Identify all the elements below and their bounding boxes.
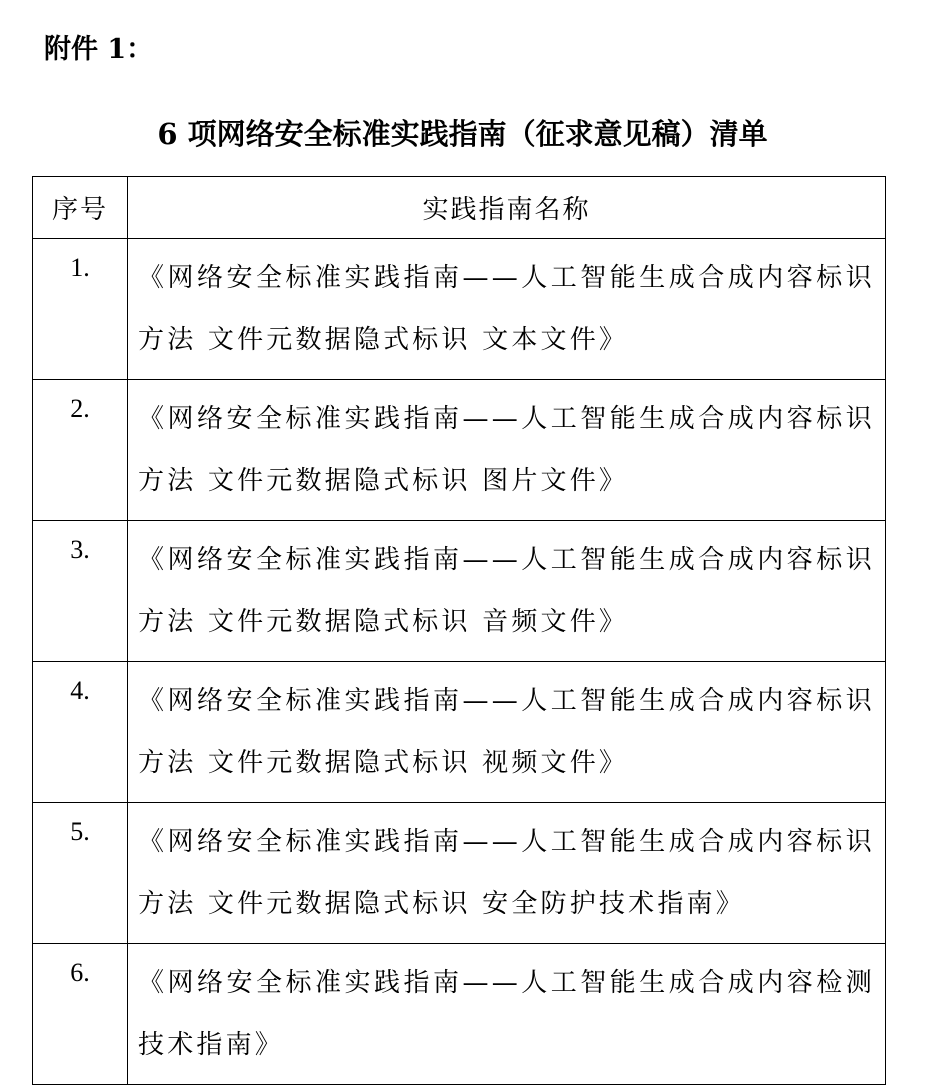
attachment-label: 附件 1： [44, 34, 154, 65]
row-number: 3. [33, 521, 128, 662]
table-row [33, 944, 886, 1085]
row-guide-name: 《网络安全标准实践指南——人工智能生成合成内容标识方法 文件元数据隐式标识 文本文件》 [128, 239, 886, 380]
row-number: 2. [33, 380, 128, 521]
row-guide-name: 《网络安全标准实践指南——人工智能生成合成内容标识方法 文件元数据隐式标识 图片文件》 [128, 380, 886, 521]
row-number: 4. [33, 662, 128, 803]
guide-list-table [32, 176, 886, 1085]
row-number: 1. [33, 239, 128, 380]
table-header-row [33, 177, 886, 239]
table-row [33, 380, 886, 521]
row-guide-name: 《网络安全标准实践指南——人工智能生成合成内容检测技术指南》 [128, 944, 886, 1085]
header-name: 实践指南名称 [128, 177, 886, 239]
row-number: 6. [33, 944, 128, 1085]
document-title: 6 项网络安全标准实践指南（征求意见稿）清单 [157, 117, 768, 151]
row-guide-name: 《网络安全标准实践指南——人工智能生成合成内容标识方法 文件元数据隐式标识 视频文件》 [128, 662, 886, 803]
row-guide-name: 《网络安全标准实践指南——人工智能生成合成内容标识方法 文件元数据隐式标识 音频文件》 [128, 521, 886, 662]
table-row [33, 662, 886, 803]
row-guide-name: 《网络安全标准实践指南——人工智能生成合成内容标识方法 文件元数据隐式标识 安全防护技术指南》 [128, 803, 886, 944]
table-row [33, 803, 886, 944]
header-number: 序号 [33, 177, 128, 239]
table-row [33, 521, 886, 662]
table-row [33, 239, 886, 380]
row-number: 5. [33, 803, 128, 944]
